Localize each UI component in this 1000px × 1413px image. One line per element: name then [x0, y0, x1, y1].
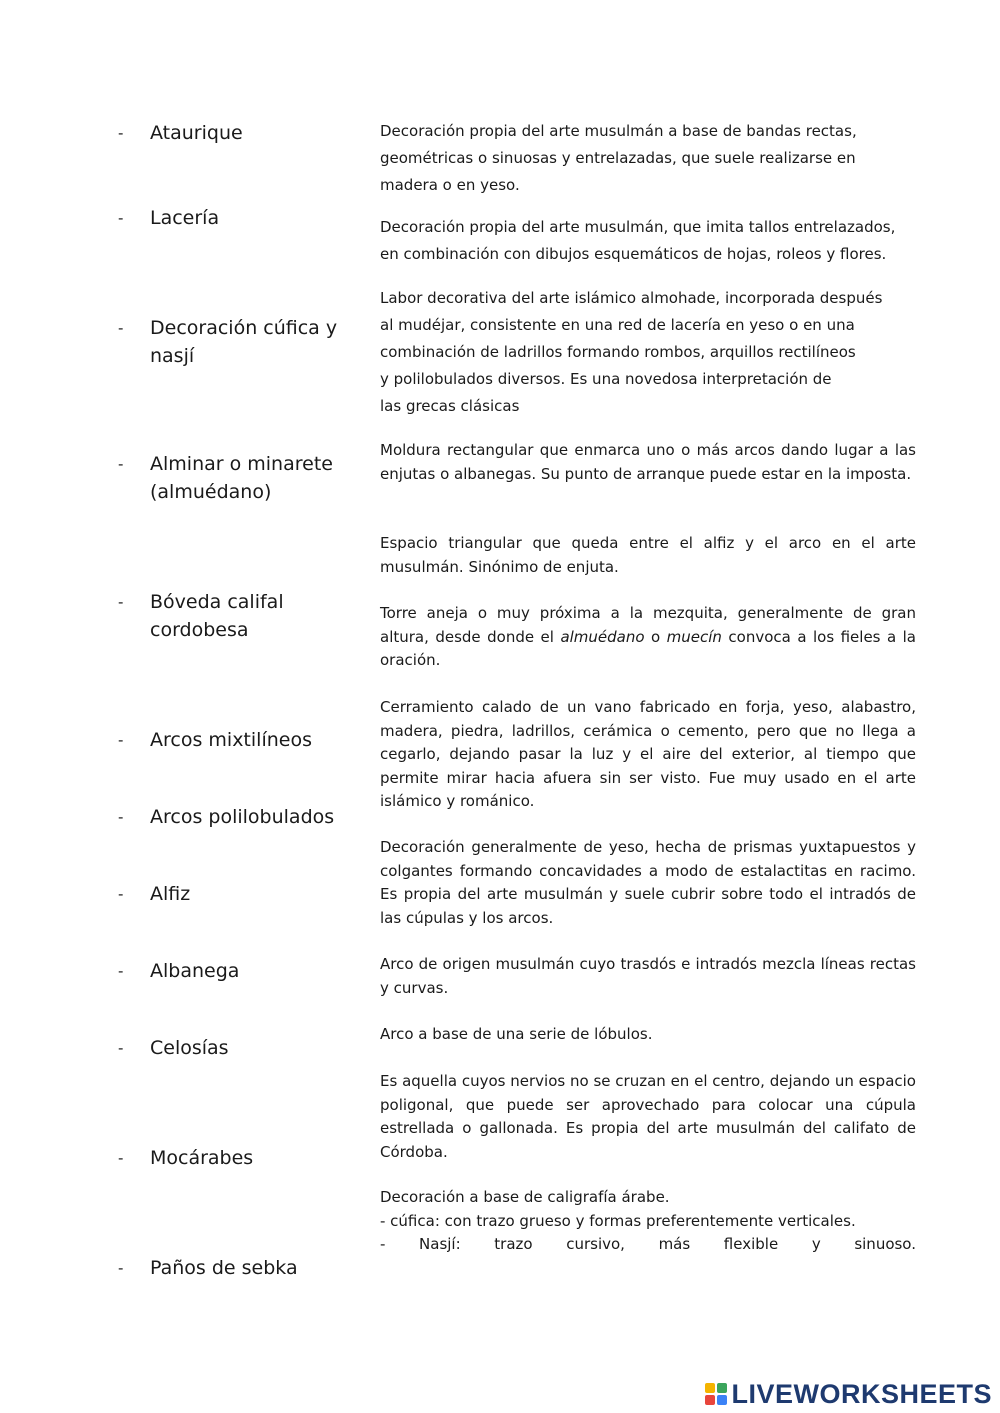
definition-paragraph: Cerramiento calado de un vano fabricado en forja, yeso, alabastro, madera, piedra, ladrillos, cerámica o cemento, pero que no llega a cegarlo, dejando pasar la luz y el aire del exterior, al tiempo que permite mirar hacia afuera sin ser visto. Fue muy usado en el arte islámico y románico. — [380, 698, 916, 810]
definition-paragraph: Arco de origen musulmán cuyo trasdós e intradós mezcla líneas rectas y curvas. — [380, 955, 916, 997]
definition-arcos-polilobulados-text — [380, 1023, 916, 1047]
definition-paragraph: Moldura rectangular que enmarca uno o más arcos dando lugar a las enjutas o albanegas. Su punto de arranque puede estar en la imposta. — [380, 441, 916, 483]
term-arcos-polilobulados — [118, 803, 358, 831]
definition-celosias-text — [380, 696, 916, 814]
bullet-dash: - — [118, 209, 124, 227]
term-label: Lacería — [150, 207, 220, 229]
bullet-dash: - — [118, 962, 124, 980]
bullet-dash: - — [118, 1259, 124, 1277]
definition-arcos-mixtilineos-text — [380, 953, 916, 1000]
bullet-dash: - — [118, 808, 124, 826]
definition-mocarabes-text — [380, 836, 916, 930]
definition-alminar-text — [380, 602, 916, 673]
logo-square-green — [717, 1383, 727, 1393]
term-decoracion-cufica — [118, 314, 358, 370]
definition-albanega-text — [380, 532, 916, 579]
logo-square-yellow — [705, 1383, 715, 1393]
term-label: Alfiz — [150, 883, 191, 905]
liveworksheets-watermark — [705, 1379, 992, 1409]
term-mocarabes — [118, 1144, 358, 1172]
definition-paragraph: Espacio triangular que queda entre el alfiz y el arco en el arte musulmán. Sinónimo de enjuta. — [380, 534, 916, 576]
term-label: Albanega — [150, 960, 240, 982]
definition-paragraph — [380, 602, 916, 673]
term-alfiz — [118, 880, 358, 908]
definition-line: Decoración a base de caligrafía árabe. — [380, 1188, 670, 1206]
definition-line: - cúfica: con trazo grueso y formas preferentemente verticales. — [380, 1211, 856, 1230]
definition-paragraph: Es aquella cuyos nervios no se cruzan en el centro, dejando un espacio poligonal, que puede ser aprovechado para colocar una cúpula estrellada o gallonada. Es propia del arte musulmán del califato de Córdoba. — [380, 1072, 916, 1161]
liveworksheets-logo-icon — [705, 1383, 727, 1405]
term-label: Celosías — [150, 1037, 229, 1059]
definition-emphasis: almuédano — [560, 627, 645, 646]
definition-line: geométricas o sinuosas y entrelazadas, que suele realizarse en — [380, 149, 856, 167]
definition-line: - Nasjí: trazo cursivo, más flexible y sinuoso. — [380, 1235, 916, 1253]
definition-line: en combinación con dibujos esquemáticos de hojas, roleos y flores. — [380, 245, 887, 263]
bullet-dash: - — [118, 319, 124, 337]
definition-line: combinación de ladrillos formando rombos, arquillos rectilíneos — [380, 343, 856, 361]
term-albanega — [118, 957, 358, 985]
logo-square-blue — [717, 1395, 727, 1405]
definition-line: Labor decorativa del arte islámico almohade, incorporada después — [380, 289, 883, 307]
definition-line: al mudéjar, consistente en una red de lacería en yeso o en una — [380, 316, 855, 334]
definition-text-part: o — [644, 627, 667, 646]
logo-square-red — [705, 1395, 715, 1405]
term-label: Arcos mixtilíneos — [150, 729, 312, 751]
bullet-dash: - — [118, 1039, 124, 1057]
term-label: Arcos polilobulados — [150, 806, 335, 828]
term-label: Paños de sebka — [150, 1257, 298, 1279]
term-label: Decoración cúfica y nasjí — [150, 317, 338, 367]
definition-laceria-text — [380, 214, 916, 268]
term-laceria — [118, 204, 358, 232]
definition-paragraph: Arco a base de una serie de lóbulos. — [380, 1025, 653, 1043]
term-alminar — [118, 450, 358, 506]
definition-almohade-text — [380, 285, 916, 420]
term-label: Bóveda califal cordobesa — [150, 591, 284, 641]
bullet-dash: - — [118, 885, 124, 903]
definition-line: madera o en yeso. — [380, 176, 520, 194]
definition-emphasis: muecín — [666, 627, 722, 646]
bullet-dash: - — [118, 593, 124, 611]
term-label: Ataurique — [150, 122, 243, 144]
definition-text-part: convoca a los fieles a la oración. — [380, 627, 916, 669]
bullet-dash: - — [118, 731, 124, 749]
bullet-dash: - — [118, 124, 124, 142]
definition-line: Decoración propia del arte musulmán a base de bandas rectas, — [380, 122, 857, 140]
definition-line: y polilobulados diversos. Es una novedosa interpretación de — [380, 370, 832, 388]
term-label: Mocárabes — [150, 1147, 254, 1169]
definition-paragraph: Decoración generalmente de yeso, hecha de prismas yuxtapuestos y colgantes formando concavidades a modo de estalactitas en racimo. Es propia del arte musulmán y suele cubrir sobre todo el intradós de las cúpulas y los arcos. — [380, 838, 916, 927]
definition-alfiz-text — [380, 439, 916, 486]
liveworksheets-brand-text: LIVEWORKSHEETS — [731, 1378, 992, 1409]
term-boveda-califal — [118, 588, 358, 644]
term-panos-de-sebka — [118, 1254, 358, 1282]
bullet-dash: - — [118, 1149, 124, 1167]
term-ataurique — [118, 119, 358, 147]
term-label: Alminar o minarete (almuédano) — [150, 453, 333, 503]
term-arcos-mixtilineos — [118, 726, 358, 754]
definition-line: Decoración propia del arte musulmán, que imita tallos entrelazados, — [380, 218, 896, 236]
definition-decoracion-cufica-text — [380, 1186, 916, 1257]
definition-line: las grecas clásicas — [380, 397, 520, 415]
definition-ataurique-text — [380, 118, 916, 199]
term-celosias — [118, 1034, 358, 1062]
definition-boveda-califal-text — [380, 1070, 916, 1164]
bullet-dash: - — [118, 455, 124, 473]
definition-text-part: Torre aneja o muy próxima a la mezquita, generalmente de gran altura, desde donde el — [380, 604, 916, 646]
